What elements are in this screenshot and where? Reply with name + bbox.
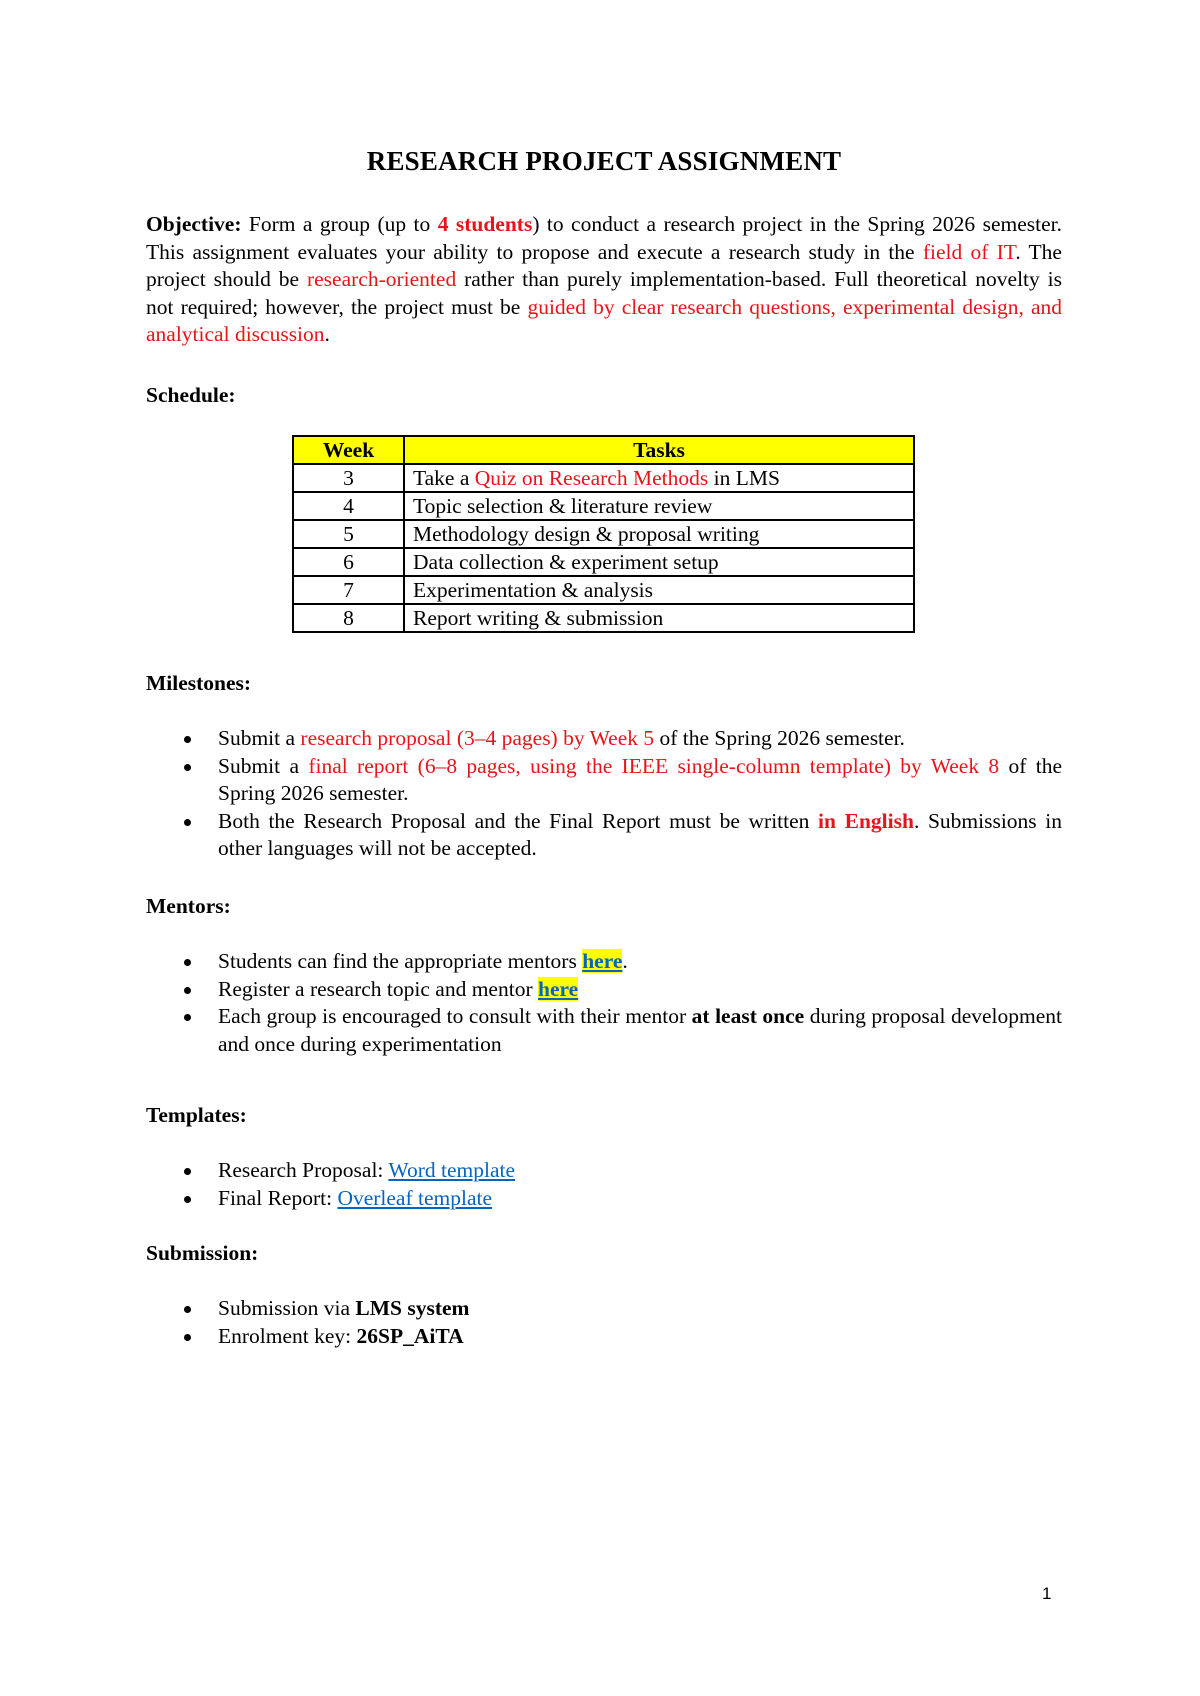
templates-heading: Templates: xyxy=(146,1103,247,1127)
week-cell: 7 xyxy=(293,576,404,604)
submission-heading: Submission: xyxy=(146,1241,259,1265)
milestones-list xyxy=(146,725,1062,863)
mentor-emphasis: at least once xyxy=(691,1004,805,1028)
week-cell: 6 xyxy=(293,548,404,576)
table-row xyxy=(293,576,914,604)
objective-paragraph xyxy=(146,211,1062,349)
milestone-text: . Submissions in other languages will not be accepted. xyxy=(218,808,1063,860)
task-text: Take a xyxy=(413,466,475,490)
objective-text: Form a group (up to xyxy=(241,212,438,236)
mentors-heading: Mentors: xyxy=(146,894,231,918)
column-header-week: Week xyxy=(293,436,404,464)
objective-group-size: 4 students xyxy=(437,212,533,236)
task-cell xyxy=(404,464,914,492)
table-row xyxy=(293,492,914,520)
list-item xyxy=(218,976,1062,1004)
objective-text: . The project should be xyxy=(146,239,1062,291)
list-item xyxy=(218,1185,1062,1213)
page-title: RESEARCH PROJECT ASSIGNMENT xyxy=(366,146,842,176)
list-item xyxy=(218,1003,1062,1058)
milestone-text: of the Spring 2026 semester. xyxy=(654,726,905,750)
objective-orientation: research-oriented xyxy=(306,267,457,291)
bullet-icon xyxy=(184,1334,191,1341)
week-cell: 4 xyxy=(293,492,404,520)
bullet-icon xyxy=(184,819,191,826)
milestone-text: of the Spring 2026 semester. xyxy=(218,753,1063,805)
list-item xyxy=(218,948,1062,976)
task-text: in LMS xyxy=(708,466,780,490)
objective-label: Objective: xyxy=(146,212,242,236)
task-cell: Data collection & experiment setup xyxy=(404,548,914,576)
table-row xyxy=(293,520,914,548)
bullet-icon xyxy=(184,959,191,966)
task-cell: Report writing & submission xyxy=(404,604,914,632)
table-header-row xyxy=(293,436,914,464)
milestone-deadline: final report (6–8 pages, using the IEEE single-column template) by Week 8 xyxy=(308,753,1000,778)
list-item xyxy=(218,1157,1062,1185)
submission-text: Enrolment key: xyxy=(218,1323,357,1348)
table-row xyxy=(293,604,914,632)
bullet-icon xyxy=(184,1168,191,1175)
word-template-link[interactable]: Word template xyxy=(388,1158,516,1182)
submission-list xyxy=(146,1295,1062,1350)
mentor-text: . xyxy=(622,949,628,973)
table-row xyxy=(293,464,914,492)
milestones-heading: Milestones: xyxy=(146,671,252,695)
objective-requirements: guided by clear research questions, experimental design, and analytical discussion xyxy=(146,294,1062,346)
list-item xyxy=(218,725,1062,753)
mentors-list xyxy=(146,948,1062,1058)
week-cell: 3 xyxy=(293,464,404,492)
task-cell: Topic selection & literature review xyxy=(404,492,914,520)
task-cell: Experimentation & analysis xyxy=(404,576,914,604)
bullet-icon xyxy=(184,987,191,994)
milestone-text: Submit a xyxy=(218,726,301,750)
enrolment-key: 26SP_AiTA xyxy=(356,1323,464,1348)
list-item xyxy=(218,808,1062,863)
page-number: 1 xyxy=(1042,1584,1052,1603)
schedule-heading: Schedule: xyxy=(146,383,236,407)
objective-text: rather than purely implementation-based. Full theoretical novelty is not required; however, the project must be xyxy=(146,267,1062,319)
mentor-text: Register a research topic and mentor xyxy=(218,976,538,1001)
template-label: Final Report: xyxy=(218,1185,338,1210)
objective-text: ) to conduct a research project in the Spring 2026 semester. This assignment evaluates your ability to propose and execute a research study in the xyxy=(146,212,1062,264)
week-cell: 5 xyxy=(293,520,404,548)
objective-text: . xyxy=(324,322,330,346)
list-item xyxy=(218,1323,1062,1351)
table-row xyxy=(293,548,914,576)
task-cell: Methodology design & proposal writing xyxy=(404,520,914,548)
column-header-tasks: Tasks xyxy=(404,436,914,464)
milestone-text: Both the Research Proposal and the Final Report must be written xyxy=(218,808,819,833)
milestone-language: in English xyxy=(818,808,914,833)
list-item xyxy=(218,1295,1062,1323)
mentor-text: during proposal development and once during experimentation xyxy=(218,1004,1062,1056)
bullet-icon xyxy=(184,1196,191,1203)
bullet-icon xyxy=(184,1014,191,1021)
mentor-text: Students can find the appropriate mentors xyxy=(218,949,583,973)
task-highlight: Quiz on Research Methods xyxy=(474,466,709,490)
submission-system: LMS system xyxy=(355,1296,470,1320)
objective-field: field of IT xyxy=(922,239,1016,264)
overleaf-template-link[interactable]: Overleaf template xyxy=(337,1185,493,1210)
milestone-text: Submit a xyxy=(218,753,309,778)
templates-list xyxy=(146,1157,1062,1212)
bullet-icon xyxy=(184,1306,191,1313)
bullet-icon xyxy=(184,736,191,743)
mentors-list-link[interactable]: here xyxy=(582,949,623,973)
register-topic-link[interactable]: here xyxy=(537,976,579,1001)
milestone-deadline: research proposal (3–4 pages) by Week 5 xyxy=(300,726,655,750)
submission-text: Submission via xyxy=(218,1296,356,1320)
week-cell: 8 xyxy=(293,604,404,632)
template-label: Research Proposal: xyxy=(218,1158,389,1182)
list-item xyxy=(218,753,1062,808)
schedule-table xyxy=(292,435,915,633)
bullet-icon xyxy=(184,764,191,771)
mentor-text: Each group is encouraged to consult with their mentor xyxy=(218,1004,692,1028)
